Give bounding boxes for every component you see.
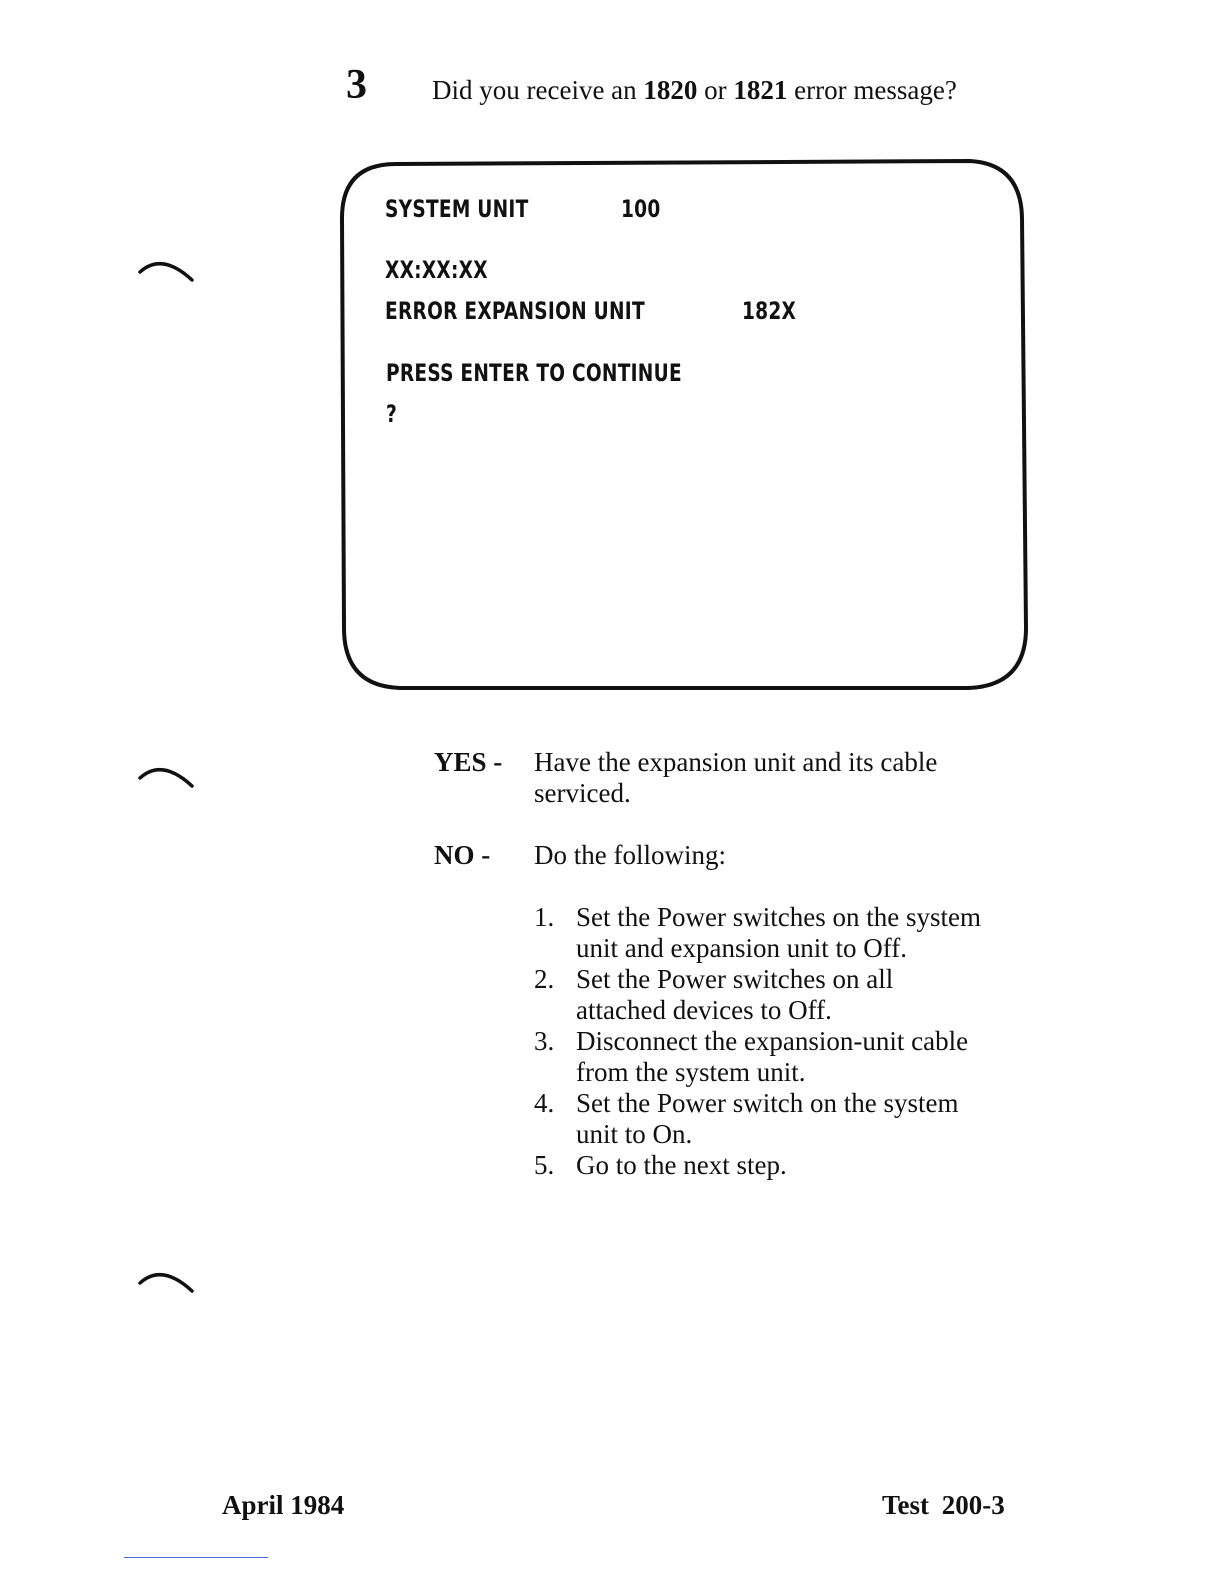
binder-mark-icon [136,254,198,284]
binder-mark-icon [136,760,198,790]
yes-text [534,747,937,809]
no-label: NO - [434,840,491,870]
list-item-text: attached devices to Off. [576,995,832,1025]
question-mid: or [704,75,727,105]
question-prefix: Did you receive an [432,75,637,105]
list-item-number: 1. [534,902,555,932]
list-item-number: 5. [534,1150,555,1180]
screen-illustration [338,158,1030,692]
screen-system-unit-label: SYSTEM UNIT [385,195,529,223]
screen-prompt: ? [386,400,398,428]
yes-text-line: Have the expansion unit and its cable [534,747,938,777]
list-item [534,902,1054,964]
list-item-number: 3. [534,1026,555,1056]
list-item-text: Set the Power switches on the system [576,902,981,932]
screen-time: XX:XX:XX [385,256,488,284]
list-item-number: 2. [534,964,555,994]
list-item [534,964,1054,1026]
footer-date: April 1984 [222,1490,345,1520]
error-code-1820: 1820 [643,75,698,105]
footer-page-number: Test 200-3 [882,1490,1005,1520]
bottom-rule [124,1557,268,1558]
screen-press-enter: PRESS ENTER TO CONTINUE [386,359,682,387]
binder-mark-icon [136,1265,198,1295]
list-item [534,1088,1054,1150]
step-number: 3 [346,62,367,108]
screen-system-unit-value: 100 [621,195,661,223]
list-item-text: from the system unit. [576,1057,806,1087]
question-suffix: error message? [794,75,957,105]
screen-error-code: 182X [742,297,797,325]
list-item-text: Set the Power switch on the system [576,1088,959,1118]
no-text: Do the following: [534,840,726,870]
screen-error-label: ERROR EXPANSION UNIT [385,297,645,325]
list-item-text: unit and expansion unit to Off. [576,933,907,963]
list-item-text: Set the Power switches on all [576,964,894,994]
yes-label: YES - [434,747,503,777]
list-item-number: 4. [534,1088,555,1118]
list-item-text: unit to On. [576,1119,693,1149]
yes-text-line: serviced. [534,778,631,808]
list-item-text: Disconnect the expansion-unit cable [576,1026,969,1056]
procedure-list [534,902,1054,1181]
error-code-1821: 1821 [733,75,788,105]
list-item [534,1150,1054,1181]
list-item [534,1026,1054,1088]
list-item-text: Go to the next step. [576,1150,787,1180]
step-question [432,70,957,110]
screen-border [338,158,1030,692]
